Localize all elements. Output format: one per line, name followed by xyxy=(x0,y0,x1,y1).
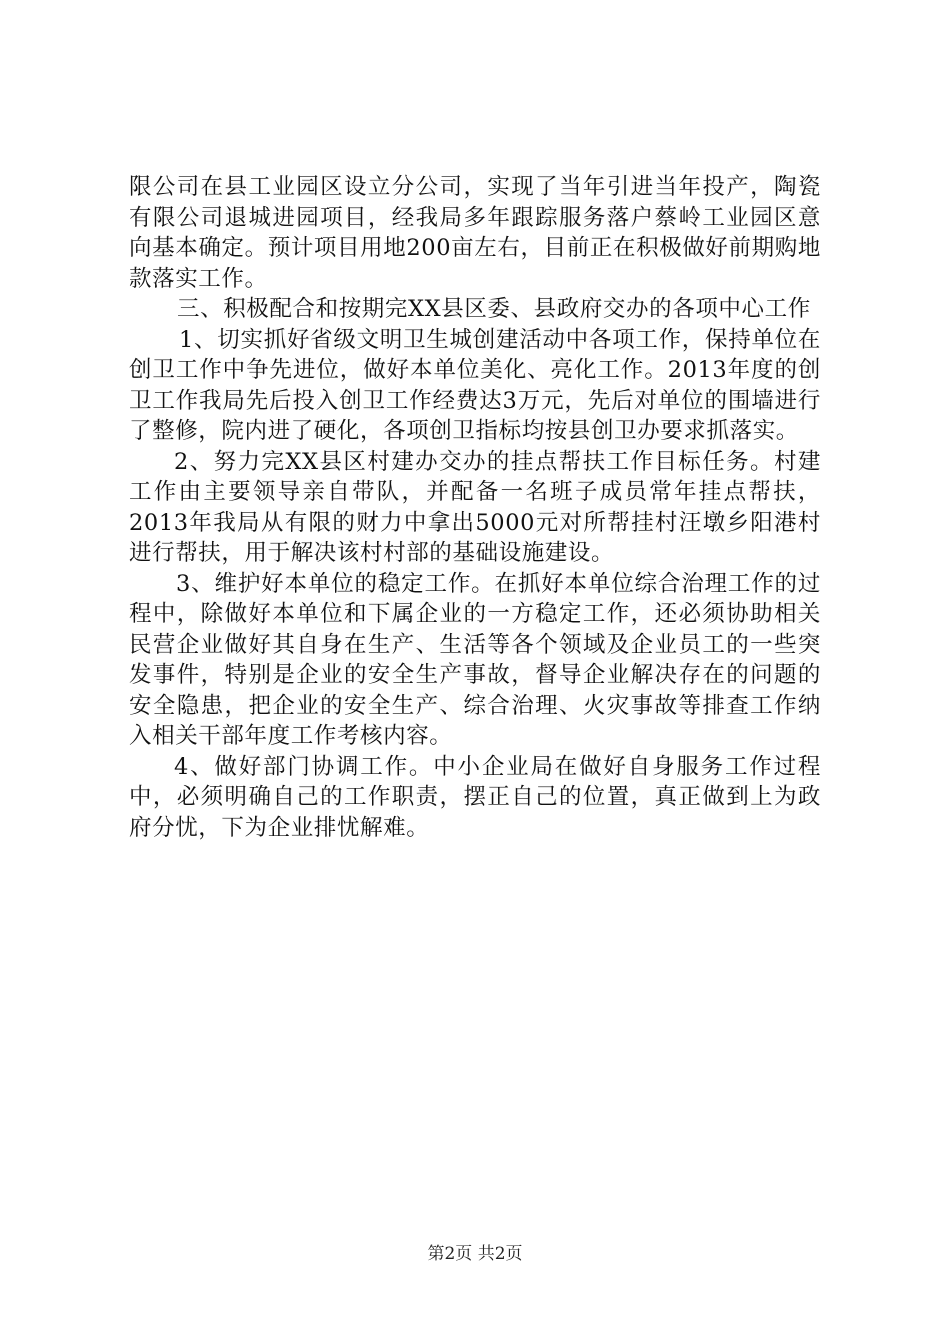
paragraph-item-2: 2、努力完XX县区村建办交办的挂点帮扶工作目标任务。村建工作由主要领导亲自带队，并配备一名班子成员常年挂点帮扶，2013年我局从有限的财力中拿出5000元对所帮挂村汪墩乡阳港村进行帮扶，用于解决该村村部的基础设施建设。 xyxy=(129,448,821,566)
section-heading-three: 三、积极配合和按期完XX县区委、县政府交办的各项中心工作 xyxy=(177,296,811,322)
paragraph-item-4: 4、做好部门协调工作。中小企业局在做好自身服务工作过程中，必须明确自己的工作职责，摆正自己的位置，真正做到上为政府分忧，下为企业排忧解难。 xyxy=(129,753,821,841)
page-footer xyxy=(0,1243,950,1265)
paragraph-item-1: 1、切实抓好省级文明卫生城创建活动中各项工作，保持单位在创卫工作中争先进位，做好本单位美化、亮化工作。2013年度的创卫工作我局先后投入创卫工作经费达3万元，先后对单位的围墙进行了整修，院内进了硬化，各项创卫指标均按县创卫办要求抓落实。 xyxy=(129,326,821,444)
paragraph-continuation: 限公司在县工业园区设立分公司，实现了当年引进当年投产，陶瓷有限公司退城进园项目，经我局多年跟踪服务落户蔡岭工业园区意向基本确定。预计项目用地200亩左右，目前正在积极做好前期购地款落实工作。 xyxy=(129,174,821,292)
page-number-label: 第2页 共2页 xyxy=(427,1244,523,1264)
document-body xyxy=(129,172,821,843)
paragraph-item-3: 3、维护好本单位的稳定工作。在抓好本单位综合治理工作的过程中，除做好本单位和下属企业的一方稳定工作，还必须协助相关民营企业做好其自身在生产、生活等各个领域及企业员工的一些突发事件，特别是企业的安全生产事故，督导企业解决存在的问题的安全隐患，把企业的安全生产、综合治理、火灾事故等排查工作纳入相关干部年度工作考核内容。 xyxy=(129,570,821,749)
